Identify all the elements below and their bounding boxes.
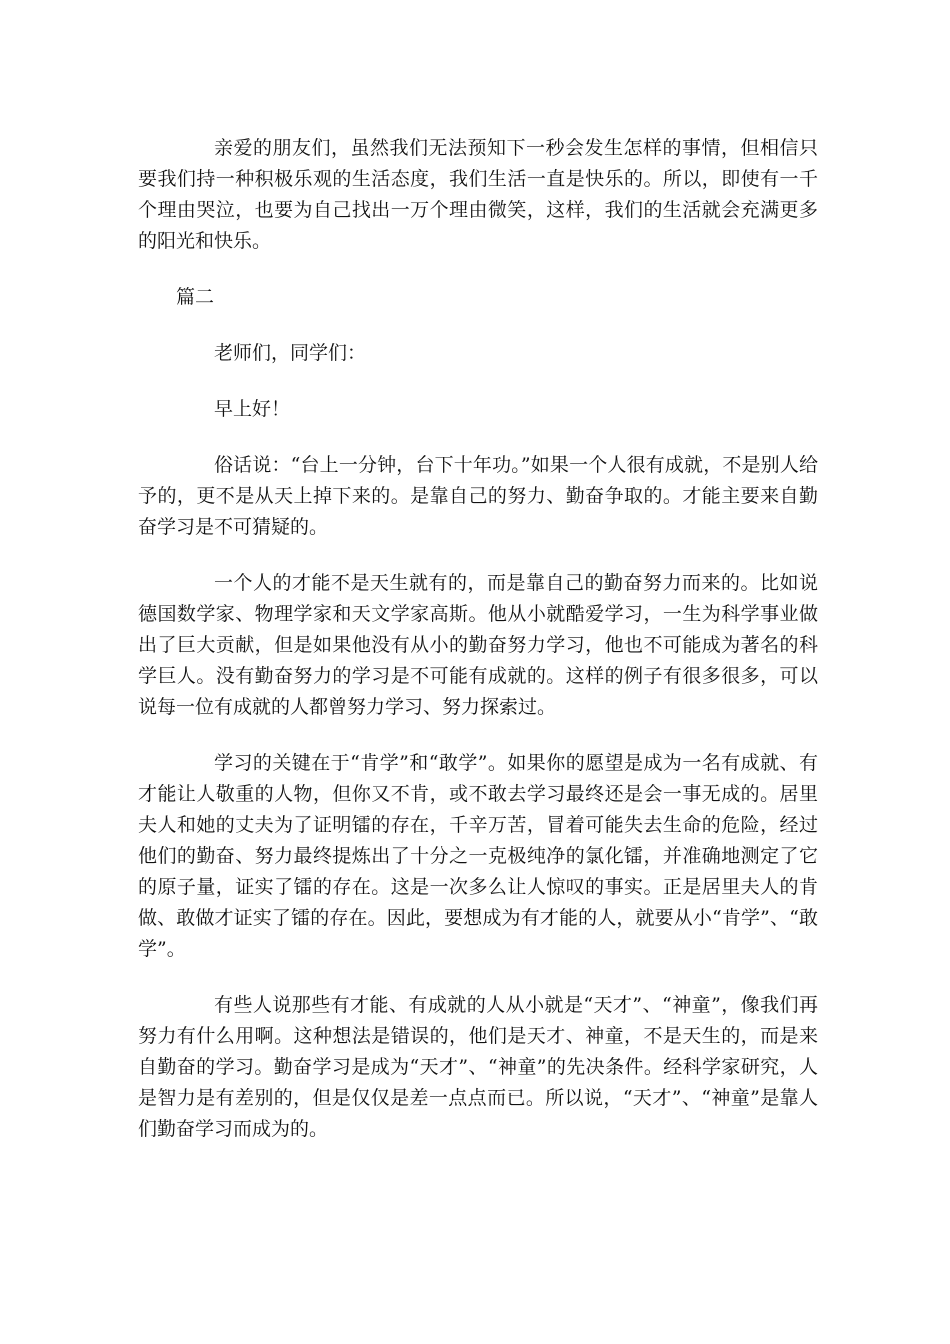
section-heading: 篇二 [176, 286, 215, 308]
body-paragraph: 俗话说：“台上一分钟，台下十年功。”如果一个人很有成就，不是别人给予的，更不是从天上掉下来的。是靠自己的努力、勤奋争取的。才能主要来自勤奋学习是不可猜疑的。 [138, 454, 818, 538]
greeting: 早上好！ [214, 398, 291, 420]
body-paragraph: 学习的关键在于“肯学”和“敢学”。如果你的愿望是成为一名有成就、有才能让人敬重的人物，但你又不肯，或不敢去学习最终还是会一事无成的。居里夫人和她的丈夫为了证明镭的存在，千辛万苦，冒着可能失去生命的危险，经过他们的勤奋、努力最终提炼出了十分之一克极纯净的氯化镭，并准确地测定了它的原子量，证实了镭的存在。这是一次多么让人惊叹的事实。正是居里夫人的肯做、敢做才证实了镭的存在。因此，要想成为有才能的人，就要从小“肯学”、“敢学”。 [138, 752, 818, 960]
body-paragraph: 一个人的才能不是天生就有的，而是靠自己的勤奋努力而来的。比如说德国数学家、物理学家和天文学家高斯。他从小就酷爱学习，一生为科学事业做出了巨大贡献，但是如果他没有从小的勤奋努力学习，他也不可能成为著名的科学巨人。没有勤奋努力的学习是不可能有成就的。这样的例子有很多很多，可以说每一位有成就的人都曾努力学习、努力探索过。 [138, 572, 818, 718]
salutation: 老师们，同学们： [214, 342, 367, 364]
body-paragraph: 有些人说那些有才能、有成就的人从小就是“天才”、“神童”，像我们再努力有什么用啊。这种想法是错误的，他们是天才、神童，不是天生的，而是来自勤奋的学习。勤奋学习是成为“天才”、“神童”的先决条件。经科学家研究，人是智力是有差别的，但是仅仅是差一点点而已。所以说，“天才”、“神童”是靠人们勤奋学习而成为的。 [138, 994, 818, 1140]
document-body [138, 133, 818, 1170]
intro-paragraph: 亲爱的朋友们，虽然我们无法预知下一秒会发生怎样的事情，但相信只要我们持一种积极乐观的生活态度，我们生活一直是快乐的。所以，即使有一千个理由哭泣，也要为自己找出一万个理由微笑，这样，我们的生活就会充满更多的阳光和快乐。 [138, 137, 818, 252]
